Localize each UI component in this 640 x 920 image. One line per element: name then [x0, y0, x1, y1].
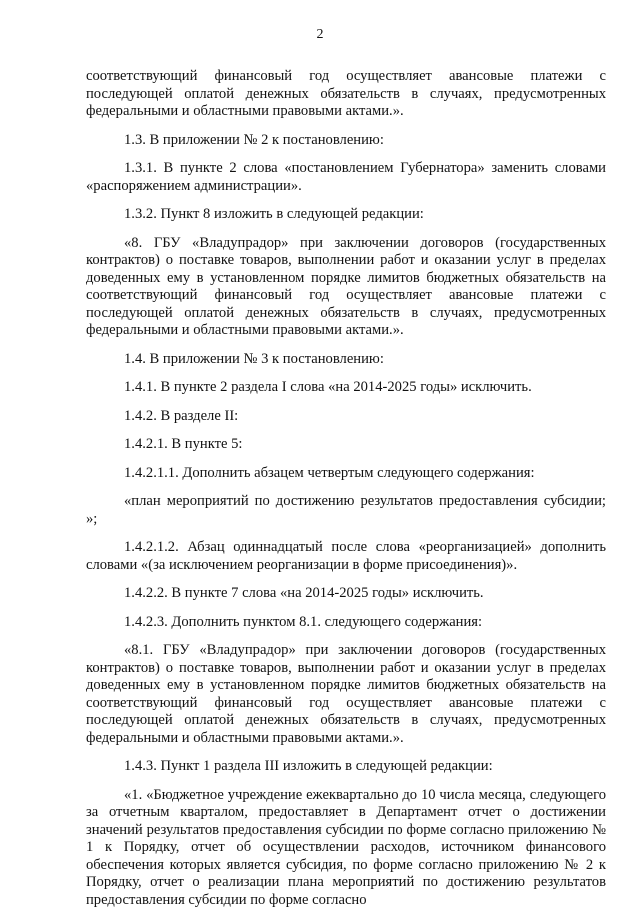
paragraph-quote-point-8-1: «8.1. ГБУ «Владупрадор» при заключении договоров (государственных контрактов) о поставке товаров, выполнении работ и оказании услуг в пределах доведенных ему в установленном порядке лимитов бюджетных обязательств на соответствующий финансовый год осуществляет авансовые платежи с последующей оплатой денежных обязательств в случаях, предусмотренных федеральными и областными правовыми актами.».: [86, 642, 606, 746]
paragraph-1-4-2-1-2: 1.4.2.1.2. Абзац одиннадцатый после слова «реорганизацией» дополнить словами «(за исключением реорганизации в форме присоединения)».: [86, 539, 606, 573]
paragraph-quote-plan: «план мероприятий по достижению результатов предоставления субсидии; »;: [86, 493, 606, 527]
paragraph-1-3-2: 1.3.2. Пункт 8 изложить в следующей редакции:: [124, 206, 424, 222]
paragraph-1-4-2-1: 1.4.2.1. В пункте 5:: [124, 436, 243, 452]
paragraph-1-4-2: 1.4.2. В разделе II:: [124, 407, 239, 424]
paragraph-quote-point-1: «1. «Бюджетное учреждение ежеквартально до 10 числа месяца, следующего за отчетным кварталом, предоставляет в Департамент отчет о достижении значений результатов предоставления субсидии по форме согласно приложению № 1 к Порядку, отчет об осуществлении расходов, источником финансового обеспечения которых является субсидия, по форме согласно приложению № 2 к Порядку, отчет о реализации плана мероприятий по достижению результатов предоставления субсидии по форме согласно: [86, 786, 606, 908]
paragraph-1-4-1: 1.4.1. В пункте 2 раздела I слова «на 2014-2025 годы» исключить.: [124, 379, 532, 395]
paragraph-1-4-2-2: 1.4.2.2. В пункте 7 слова «на 2014-2025 годы» исключить.: [124, 585, 484, 601]
paragraph-1-4-2-3: 1.4.2.3. Дополнить пунктом 8.1. следующего содержания:: [124, 613, 483, 630]
paragraph-1-4-3: 1.4.3. Пункт 1 раздела III изложить в следующей редакции:: [124, 758, 493, 774]
document-body: [86, 68, 606, 920]
paragraph-1-4: 1.4. В приложении № 3 к постановлению:: [124, 350, 384, 367]
page-number: 2: [316, 27, 324, 42]
paragraph-1-3: 1.3. В приложении № 2 к постановлению:: [124, 131, 384, 148]
paragraph-quote-point-8: «8. ГБУ «Владупрадор» при заключении договоров (государственных контрактов) о поставке товаров, выполнении работ и оказании услуг в пределах доведенных ему в установленном порядке лимитов бюджетных обязательств на соответствующий финансовый год осуществляет авансовые платежи с последующей оплатой денежных обязательств в случаях, предусмотренных федеральными и областными правовыми актами.».: [86, 234, 606, 338]
paragraph-1-4-2-1-1: 1.4.2.1.1. Дополнить абзацем четвертым следующего содержания:: [124, 464, 535, 481]
paragraph-continuation: соответствующий финансовый год осуществляет авансовые платежи с последующей оплатой денежных обязательств в случаях, предусмотренных федеральными и областными правовыми актами.».: [86, 68, 606, 119]
paragraph-1-3-1: 1.3.1. В пункте 2 слова «постановлением Губернатора» заменить словами «распоряжением администрации».: [86, 160, 606, 194]
